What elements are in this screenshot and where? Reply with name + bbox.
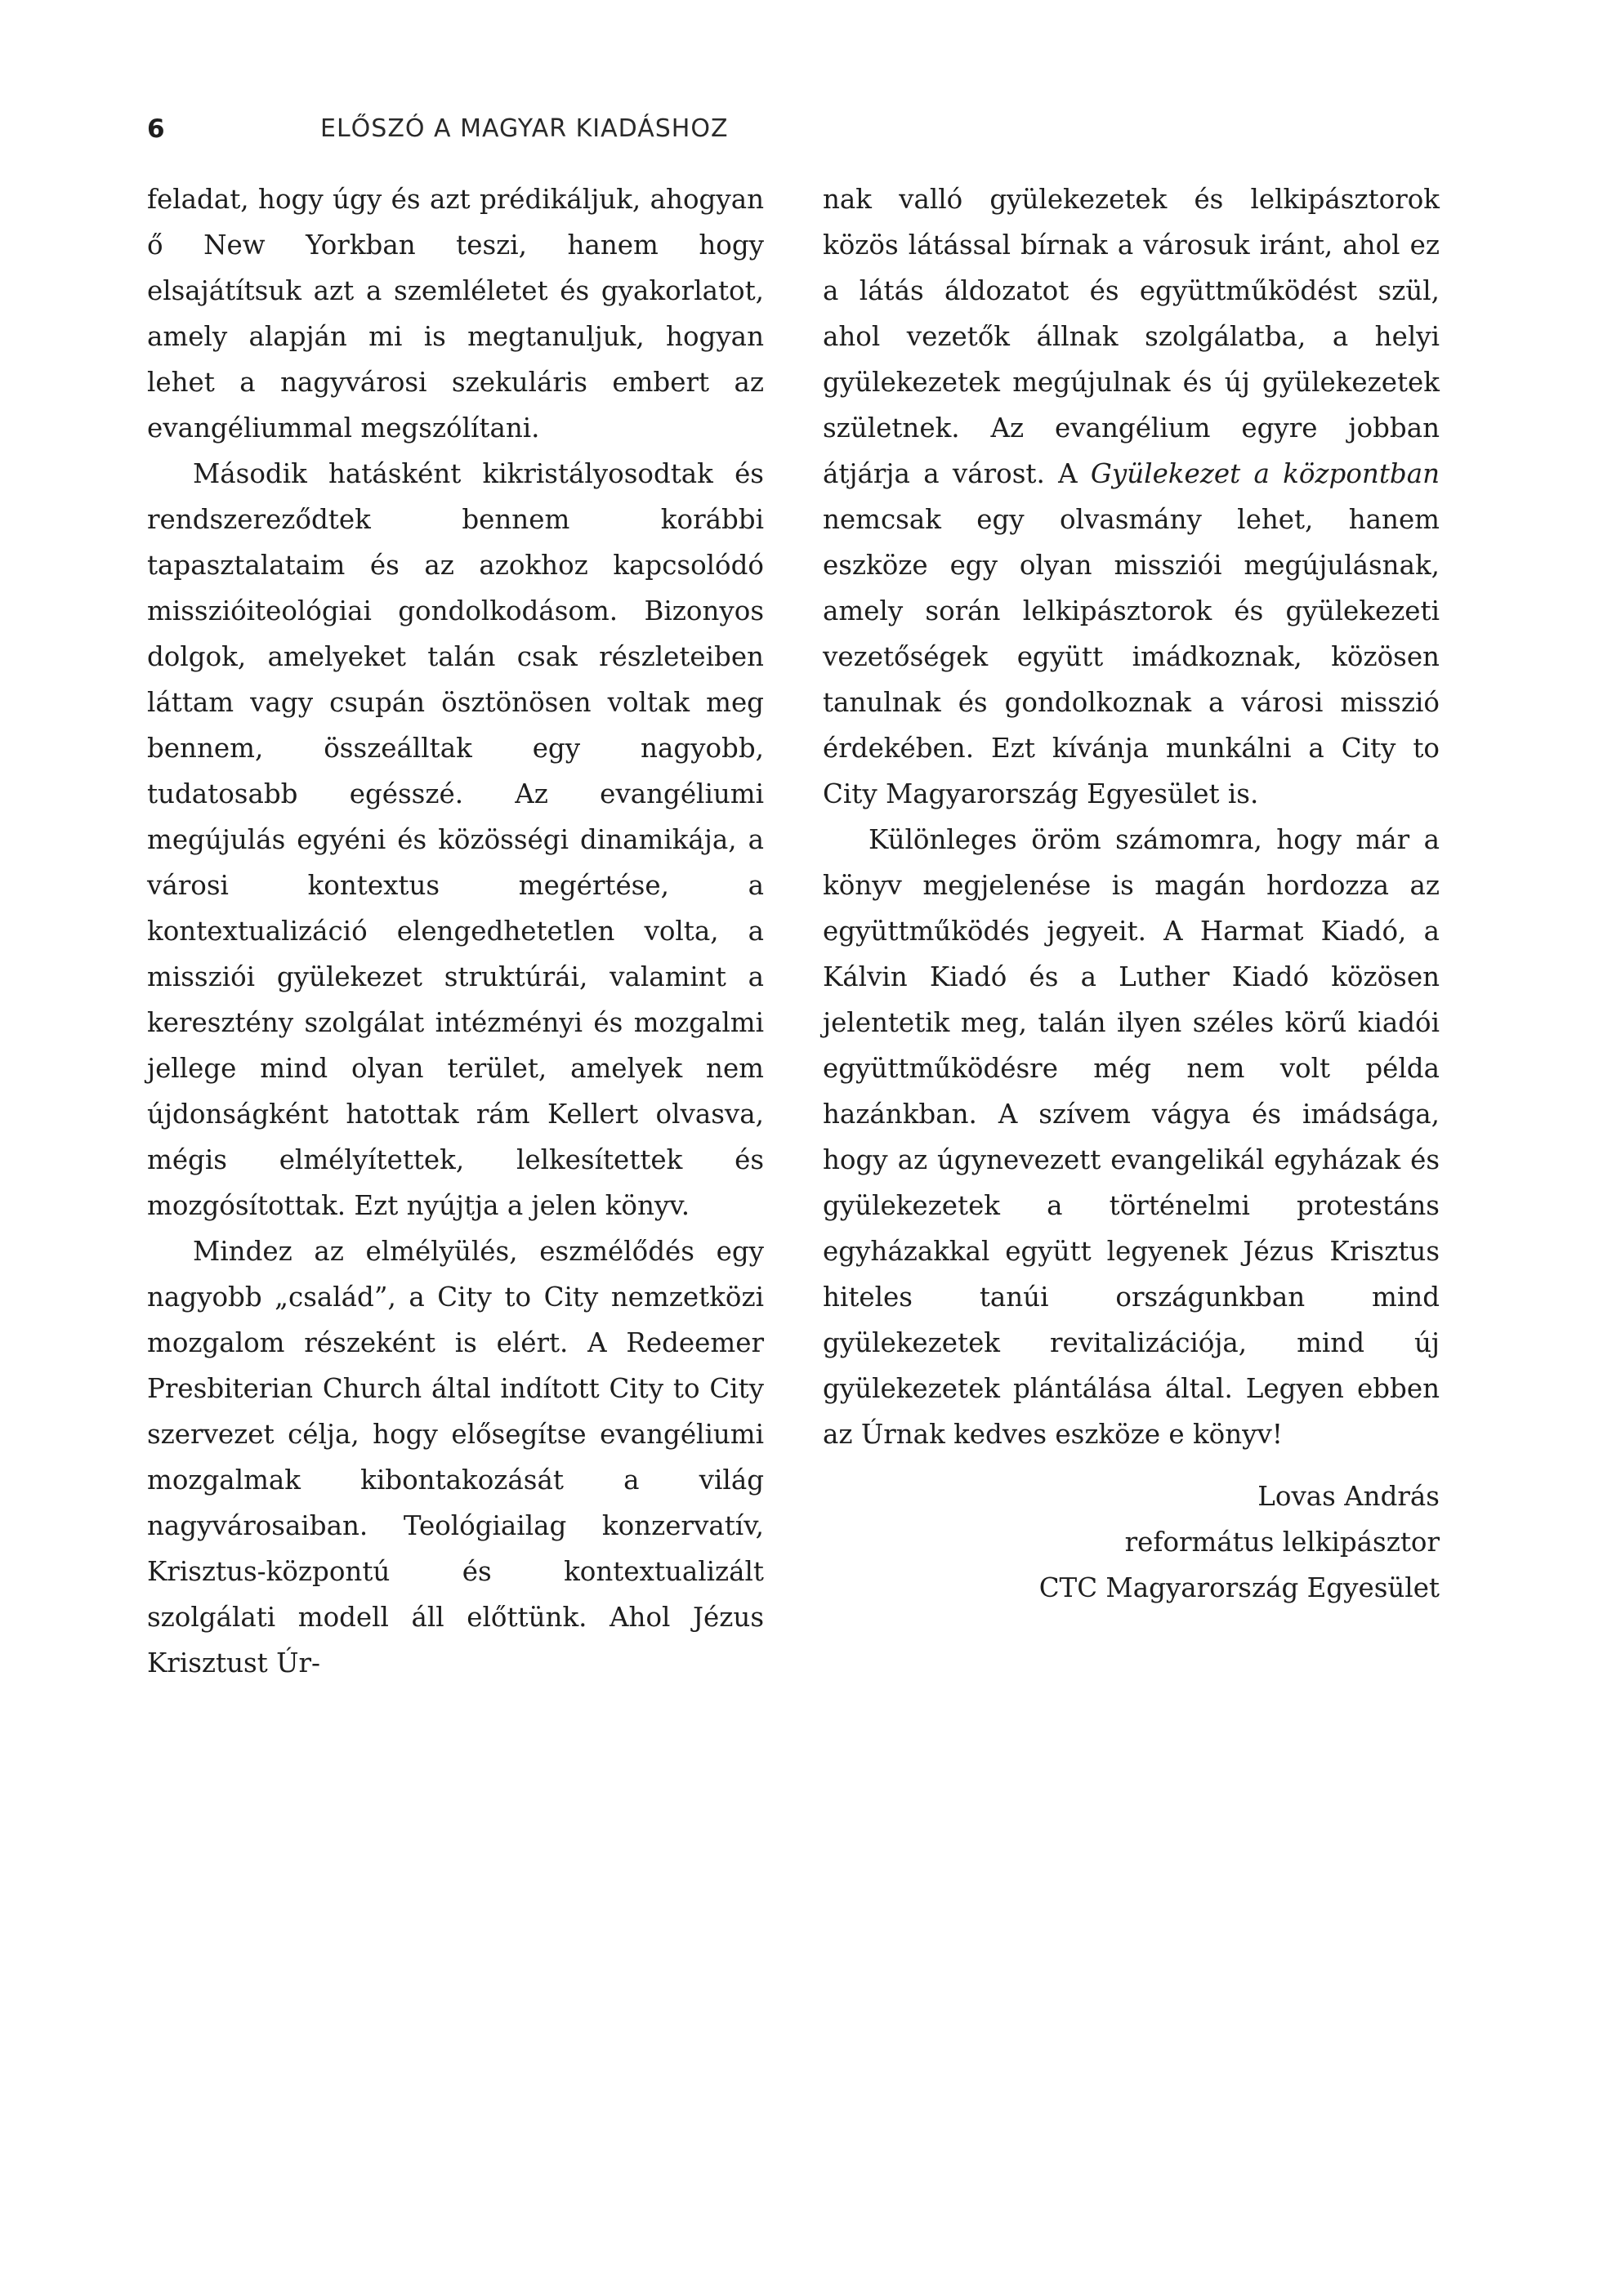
paragraph: feladat, hogy úgy és azt prédikáljuk, ahogyan ő New Yorkban teszi, hanem hogy elsajátítsuk azt a szemléletet és gyakorlatot, amely alapján mi is megtanuljuk, hogyan lehet a nagyvárosi szekuláris embert az evangéliummal megszólítani. bbox=[147, 184, 764, 444]
paragraph: Különleges öröm számomra, hogy már a könyv megjelenése is magán hordozza az együttműködés jegyeit. A Harmat Kiadó, a Kálvin Kiadó és a Luther Kiadó közösen jelentetik meg, talán ilyen széles körű kiadói együttműködésre még nem volt példa hazánkban. A szívem vágya és imádsága, hogy az úgynevezett evangelikál egyházak és gyülekezetek a történelmi protestáns egyházakkal együtt legyenek Jézus Krisztus hiteles tanúi országunkban mind gyülekezetek revitalizációja, mind új gyülekezetek plántálása által. Legyen ebben az Úrnak kedves eszköze e könyv! bbox=[823, 824, 1440, 1450]
page-number: 6 bbox=[147, 114, 165, 144]
running-header: ELŐSZÓ A MAGYAR KIADÁSHOZ bbox=[320, 114, 729, 143]
book-title: Gyülekezet a központban bbox=[1090, 458, 1440, 489]
author-role: református lelkipásztor bbox=[1124, 1527, 1440, 1558]
paragraph bbox=[823, 176, 1440, 817]
paragraph-text: nak valló gyülekezetek és lelkipásztorok közös látással bírnak a városuk iránt, ahol ez a látás áldozatot és együttműködést szül, ahol vezetők állnak szolgálatba, a helyi gyülekezetek megújulnak és új gyülekezetek születnek. Az evangélium egyre jobban átjárja a várost. bbox=[823, 184, 1440, 489]
left-column bbox=[147, 176, 764, 1686]
paragraph: Második hatásként kikristályosodtak és rendszereződtek bennem korábbi tapasztalataim és az azokhoz kapcsolódó misszióiteológiai gondolkodásom. Bizonyos dolgok, amelyeket talán csak részleteiben láttam vagy csupán ösztönösen voltak meg bennem, összeálltak egy nagyobb, tudatosabb egésszé. Az evangéliumi megújulás egyéni és közösségi dinamikája, a városi kontextus megértése, a kontextualizáció elengedhetetlen volta, a missziói gyülekezet struktúrái, valamint a keresztény szolgálat intézményi és mozgalmi jellege mind olyan terület, amelyek nem újdonságként hatottak rám Kellert olvasva, mégis elmélyítettek, lelkesítettek és mozgósítottak. Ezt nyújtja a jelen könyv. bbox=[147, 458, 764, 1221]
paragraph-text: nemcsak egy olvasmány lehet, hanem eszköze egy olyan missziói megújulásnak, amely során lelkipásztorok és gyülekezeti vezetőségek együtt imádkoznak, közösen tanulnak és gondolkoznak a városi misszió érdekében. Ezt kívánja munkálni a City to City Magyarország Egyesület is. bbox=[823, 504, 1440, 809]
author-name: Lovas András bbox=[1257, 1481, 1440, 1512]
signature-block bbox=[823, 1473, 1440, 1611]
paragraph: Mindez az elmélyülés, eszmélődés egy nagyobb „család”, a City to City nemzetközi mozgalom részeként is elért. A Redeemer Presbiterian Church által indított City to City szervezet célja, hogy elősegítse evangéliumi mozgalmak kibontakozását a világ nagyvárosaiban. Teológiailag konzervatív, Krisztus-központú és kontextualizált szolgálati modell áll előttünk. Ahol Jézus Krisztust Úr- bbox=[147, 1236, 764, 1679]
paragraph-text: A bbox=[1058, 458, 1091, 489]
right-column bbox=[823, 176, 1440, 1457]
author-organization: CTC Magyarország Egyesület bbox=[1038, 1572, 1440, 1603]
